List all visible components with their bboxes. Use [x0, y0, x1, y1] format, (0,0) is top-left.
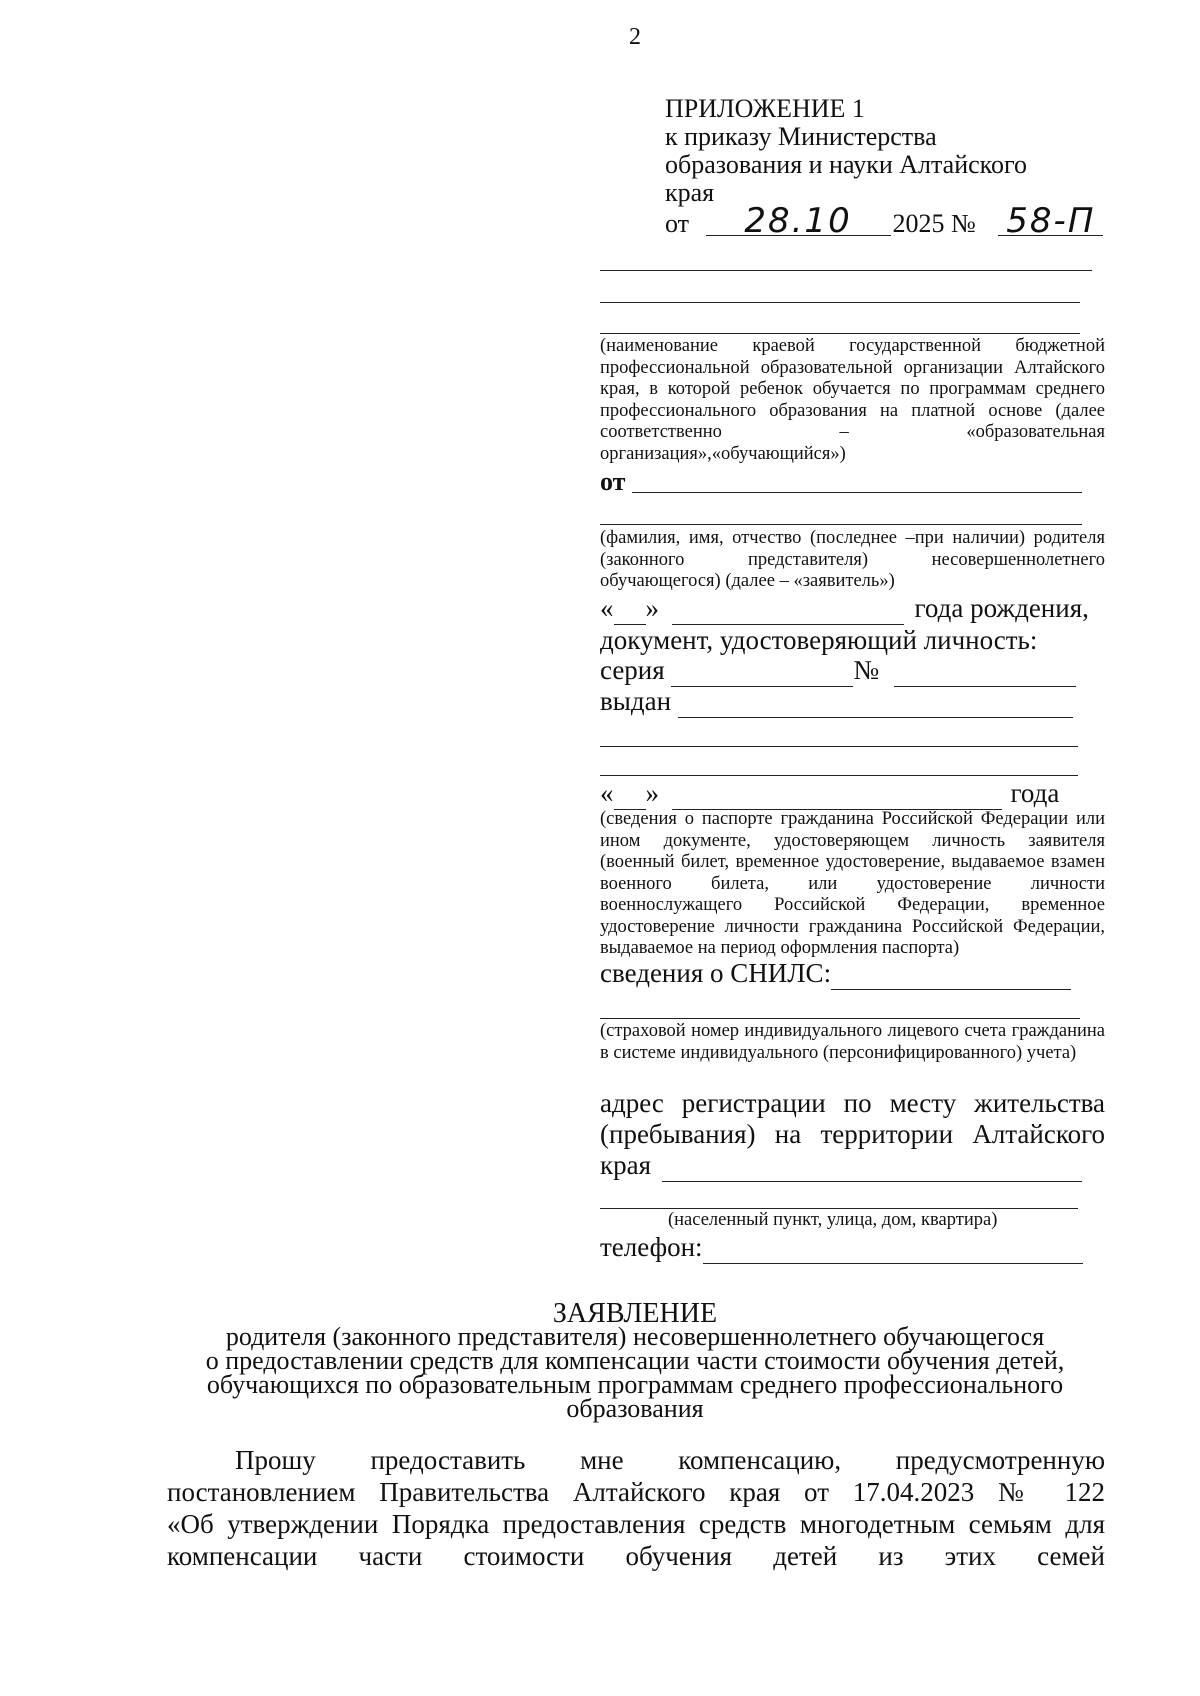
- snils-line-2[interactable]: [600, 1018, 1080, 1019]
- order-number-handwritten: 58-П: [1006, 201, 1096, 241]
- address-line-3: края: [600, 1150, 652, 1180]
- appendix-line-1: к приказу Министерства: [665, 122, 937, 151]
- phone-field[interactable]: [703, 1232, 1083, 1264]
- issue-date-row: « » года: [600, 778, 1060, 808]
- order-date-handwritten: 28.10: [744, 201, 852, 241]
- address-line-2: (пребывания) на территории Алтайского: [600, 1119, 1105, 1149]
- org-name-line-1[interactable]: [600, 270, 1092, 271]
- issue-suffix: года: [1010, 778, 1060, 808]
- appendix-line-3: края: [665, 178, 715, 207]
- order-date-field[interactable]: [706, 201, 891, 241]
- page-number: 2: [629, 24, 641, 50]
- appendix-date-row: [665, 201, 1103, 241]
- issued-row: [600, 686, 1073, 718]
- org-caption: (наименование краевой государственной бюджетной профессиональной образовательной организации Алтайского края, в которой ребенок обучается по программам среднего профессионального образования на платной основе (далее соответственно – «образовательная организация»,«обучающийся»): [600, 336, 1105, 464]
- doc-number-field[interactable]: [894, 655, 1076, 687]
- series-field[interactable]: [671, 655, 853, 687]
- number-label: №: [853, 655, 880, 685]
- address-line-blank[interactable]: [600, 1208, 1078, 1209]
- applicant-from-label: от: [600, 467, 626, 496]
- appendix-title: ПРИЛОЖЕНИЕ 1: [665, 94, 865, 123]
- appendix-header: [665, 94, 1103, 241]
- phone-label: телефон:: [600, 1232, 703, 1262]
- address-caption: (населенный пункт, улица, дом, квартира): [668, 1210, 998, 1230]
- issued-by-line-3[interactable]: [600, 775, 1078, 776]
- applicant-name-line-2[interactable]: [600, 524, 1082, 525]
- series-label: серия: [600, 655, 665, 685]
- id-document-label: документ, удостоверяющий личность:: [600, 625, 1038, 655]
- body-line-2: постановлением Правительства Алтайского края от 17.04.2023 № 122: [167, 1477, 1105, 1507]
- org-name-line-2[interactable]: [600, 302, 1080, 303]
- issue-month-year-field[interactable]: [672, 778, 1002, 810]
- org-name-line-3[interactable]: [600, 333, 1080, 334]
- body-line-1: Прошу предоставить мне компенсацию, предусмотренную: [235, 1445, 1105, 1475]
- series-number-row: [600, 655, 1076, 687]
- applicant-caption: (фамилия, имя, отчество (последнее –при наличии) родителя (законного представителя) несовершеннолетнего обучающегося) (далее – «заявитель»): [600, 528, 1105, 591]
- snils-caption: (страховой номер индивидуального лицевого счета гражданина в системе индивидуального (персонифицированного) учета): [600, 1021, 1105, 1063]
- address-field[interactable]: [662, 1150, 1082, 1182]
- appendix-year: 2025 №: [892, 209, 976, 238]
- appendix-from-label: от: [665, 209, 690, 238]
- body-line-4: компенсации части стоимости обучения детей из этих семей: [167, 1541, 1105, 1571]
- statement-subtitle-1: родителя (законного представителя) несовершеннолетнего обучающегося: [225, 1322, 1045, 1351]
- appendix-line-2: образования и науки Алтайского: [665, 150, 1027, 179]
- snils-label: сведения о СНИЛС:: [600, 958, 832, 988]
- birth-suffix: года рождения,: [914, 593, 1089, 623]
- statement-title: ЗАЯВЛЕНИЕ: [552, 1298, 718, 1329]
- snils-row: [600, 958, 1071, 990]
- statement-subtitle-2: о предоставлении средств для компенсации части стоимости обучения детей,: [205, 1346, 1065, 1375]
- address-line-1: адрес регистрации по месту жительства: [600, 1088, 1105, 1118]
- statement-subtitle-3: обучающихся по образовательным программам среднего профессионального: [206, 1370, 1064, 1399]
- snils-field[interactable]: [831, 958, 1071, 990]
- address-row-3: [600, 1150, 1082, 1182]
- passport-caption: (сведения о паспорте гражданина Российской Федерации или ином документе, удостоверяющем личность заявителя (военный билет, временное удостоверение, выдаваемое взамен военного билета, или удостоверение личности военнослужащего Российской Федерации, временное удостоверение личности гражданина Российской Федерации, выдаваемое на период оформления паспорта): [600, 809, 1105, 958]
- birth-month-year-field[interactable]: [672, 593, 904, 625]
- issued-by-line-2[interactable]: [600, 746, 1078, 747]
- issued-label: выдан: [600, 686, 672, 716]
- statement-subtitle-4: образования: [566, 1394, 704, 1423]
- applicant-name-line-1[interactable]: [632, 492, 1082, 493]
- issued-by-field[interactable]: [678, 686, 1073, 718]
- order-number-field[interactable]: [998, 201, 1103, 241]
- phone-row: [600, 1232, 1083, 1264]
- issue-day-field[interactable]: [614, 778, 646, 810]
- body-line-3: «Об утверждении Порядка предоставления средств многодетным семьям для: [167, 1509, 1105, 1539]
- birth-day-field[interactable]: [614, 593, 646, 625]
- birth-date-row: « » года рождения,: [600, 593, 1089, 623]
